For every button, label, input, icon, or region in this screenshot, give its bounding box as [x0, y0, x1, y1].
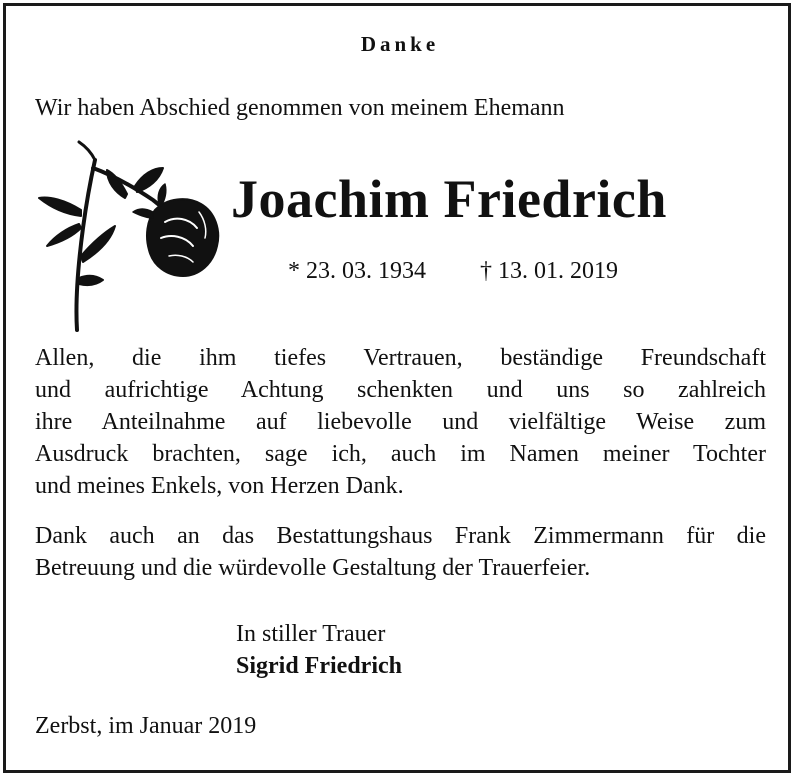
closing-phrase: In stiller Trauer	[236, 621, 386, 647]
paragraph-line: Dank auch an das Bestattungshaus Frank Zimmermann für die	[35, 523, 766, 549]
paragraph-line: Allen, die ihm tiefes Vertrauen, beständige Freundschaft	[35, 345, 766, 371]
closing-block	[236, 618, 402, 682]
paragraph-line: ihre Anteilnahme auf liebevolle und vielfältige Weise zum	[35, 409, 766, 435]
birth-date: * 23. 03. 1934	[288, 258, 426, 284]
thanks-paragraph	[35, 342, 766, 502]
place-date: Zerbst, im Januar 2019	[35, 713, 257, 739]
signer-name: Sigrid Friedrich	[236, 653, 402, 679]
life-dates	[288, 258, 618, 285]
rose-icon	[35, 138, 225, 333]
paragraph-line: Betreuung und die würdevolle Gestaltung der Trauerfeier.	[35, 555, 591, 581]
death-date: † 13. 01. 2019	[480, 258, 618, 284]
intro-text: Wir haben Abschied genommen von meinem Ehemann	[35, 95, 565, 121]
paragraph-line: Ausdruck brachten, sage ich, auch im Namen meiner Tochter	[35, 441, 766, 467]
deceased-name: Joachim Friedrich	[231, 169, 667, 229]
funeral-home-thanks	[35, 520, 766, 584]
paragraph-line: und meines Enkels, von Herzen Dank.	[35, 473, 404, 499]
paragraph-line: und aufrichtige Achtung schenkten und uns so zahlreich	[35, 377, 766, 403]
notice-heading: Danke	[360, 32, 440, 56]
